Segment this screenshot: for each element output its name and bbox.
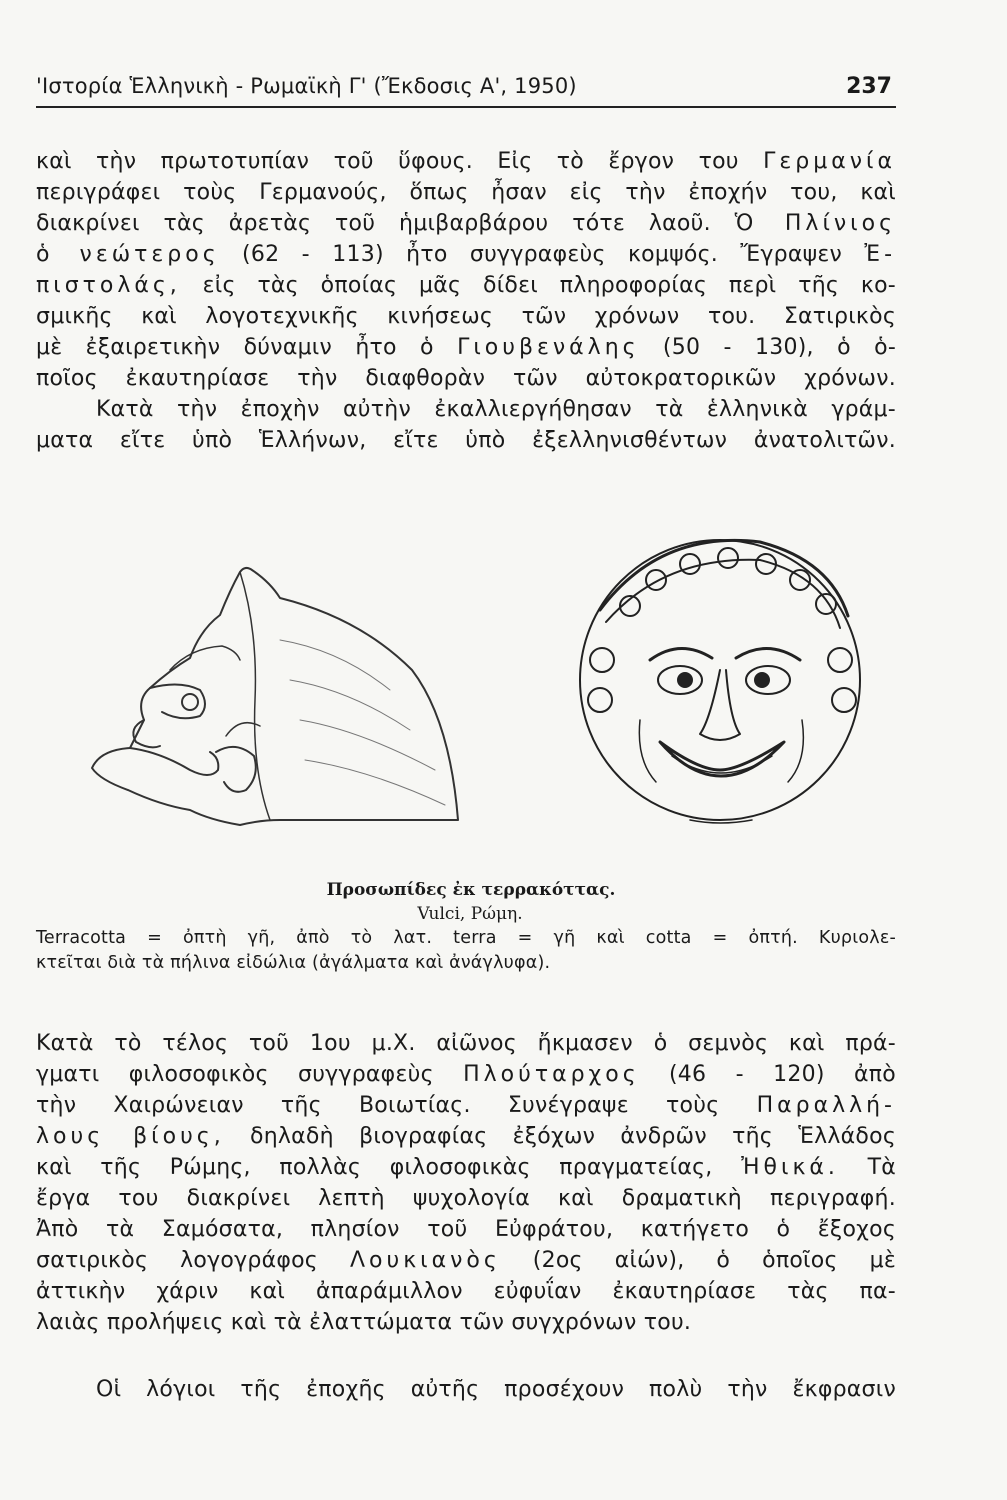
spaced-term: Γερμανία <box>763 149 897 174</box>
spaced-term: ὁ νεώτερος <box>36 242 220 267</box>
caption-title: Προσωπίδες ἐκ τερρακόττας. <box>326 880 616 900</box>
spaced-term: Παραλλή- <box>756 1093 896 1118</box>
text-line: λαιὰς προλήψεις καὶ τὰ ἐλαττώματα τῶν συγχρόνων του. <box>36 1310 692 1335</box>
text-line: τὴν Χαιρώνειαν τῆς Βοιωτίας. Συνέγραψε τοὺς Παραλλή- <box>36 1093 896 1118</box>
paragraph-3 <box>36 1028 896 1338</box>
spaced-term: Γιουβενάλης <box>457 335 640 360</box>
profile-mask-drawing <box>92 568 458 825</box>
masks-illustration <box>40 520 910 880</box>
text-line: ὁ νεώτερος (62 - 113) ἦτο συγγραφεὺς κομψός. Ἔγραψεν Ἐ- <box>36 242 897 267</box>
spaced-term: Λουκιανὸς <box>349 1248 501 1273</box>
text-line: μὲ ἐξαιρετικὴν δύναμιν ἦτο ὁ Γιουβενάλης (50 - 130), ὁ ὁ- <box>36 335 897 360</box>
spaced-term: Ὁ Πλίνιος <box>734 211 896 236</box>
caption-note-line: κτεῖται διὰ τὰ πήλινα εἰδώλια (ἀγάλματα καὶ ἀνάγλυφα). <box>36 953 551 973</box>
text-line: Κατὰ τὴν ἐποχὴν αὐτὴν ἐκαλλιεργήθησαν τὰ ἑλληνικὰ γράμ- <box>96 397 896 422</box>
text-line: σατιρικὸς λογογράφος Λουκιανὸς (2ος αἰών), ὁ ὁποῖος μὲ <box>36 1248 896 1273</box>
text-line: ποῖος ἐκαυτηρίασε τὴν διαφθορὰν τῶν αὐτοκρατορικῶν χρόνων. <box>36 366 896 391</box>
text-line: ἔργα του διακρίνει λεπτὴ ψυχολογία καὶ δραματικὴ περιγραφή. <box>36 1186 896 1211</box>
spaced-term: πιστολάς, <box>36 273 181 298</box>
text-line: Κατὰ τὸ τέλος τοῦ 1ου μ.Χ. αἰῶνος ἤκμασεν ὁ σεμνὸς καὶ πρά- <box>36 1031 896 1056</box>
frontal-mask-drawing <box>580 540 860 823</box>
paragraph-1 <box>36 146 896 394</box>
text-line: καὶ τὴν πρωτοτυπίαν τοῦ ὕφους. Εἰς τὸ ἔργον του Γερμανία <box>36 149 897 174</box>
spaced-term: Ἠθικά. <box>741 1155 839 1180</box>
caption-subtitle: Vulci, Ρώμη. <box>417 904 523 924</box>
caption-note <box>36 926 896 976</box>
page-header <box>36 72 896 108</box>
spaced-term: Ἐ- <box>864 242 897 267</box>
text-line: περιγράφει τοὺς Γερμανούς, ὅπως ἦσαν εἰς τὴν ἐποχήν του, καὶ <box>36 180 896 205</box>
figure-caption <box>36 878 896 976</box>
caption-note-line: Terracotta = ὀπτὴ γῆ, ἀπὸ τὸ λατ. terra = γῆ καὶ cotta = ὀπτή. Κυριολε- <box>36 928 896 948</box>
paragraph-2 <box>36 394 896 456</box>
text-line: Ἀπὸ τὰ Σαμόσατα, πλησίον τοῦ Εὐφράτου, κατήγετο ὁ ἔξοχος <box>36 1217 896 1242</box>
spaced-term: Πλούταρχος <box>463 1062 640 1087</box>
spaced-term: λους βίους, <box>36 1124 225 1149</box>
text-line: πιστολάς, εἰς τὰς ὁποίας μᾶς δίδει πληροφορίας περὶ τῆς κο- <box>36 273 896 298</box>
text-line: διακρίνει τὰς ἀρετὰς τοῦ ἡμιβαρβάρου τότε λαοῦ. Ὁ Πλίνιος <box>36 211 896 236</box>
text-line: σμικῆς καὶ λογοτεχνικῆς κινήσεως τῶν χρόνων του. Σατιρικὸς <box>36 304 896 329</box>
text-line: καὶ τῆς Ρώμης, πολλὰς φιλοσοφικὰς πραγματείας, Ἠθικά. Τὰ <box>36 1155 897 1180</box>
text-line: γματι φιλοσοφικὸς συγγραφεὺς Πλούταρχος (46 - 120) ἀπὸ <box>36 1062 897 1087</box>
paragraph-4 <box>36 1374 896 1405</box>
terracotta-masks-figure <box>40 520 910 880</box>
text-line: λους βίους, δηλαδὴ βιογραφίας ἐξόχων ἀνδρῶν τῆς Ἑλλάδος <box>36 1124 896 1149</box>
header-title: 'Ιστορία Ἑλληνικὴ - Ρωμαϊκὴ Γ' (Ἔκδοσις Α', 1950) <box>36 74 577 98</box>
text-line: Οἱ λόγιοι τῆς ἐποχῆς αὐτῆς προσέχουν πολὺ τὴν ἔκφρασιν <box>96 1377 896 1402</box>
page-number: 237 <box>846 74 892 99</box>
text-line: ματα εἴτε ὑπὸ Ἑλλήνων, εἴτε ὑπὸ ἐξελληνισθέντων ἀνατολιτῶν. <box>36 428 896 453</box>
text-line: ἀττικὴν χάριν καὶ ἀπαράμιλλον εὐφυΐαν ἐκαυτηρίασε τὰς πα- <box>36 1279 896 1304</box>
